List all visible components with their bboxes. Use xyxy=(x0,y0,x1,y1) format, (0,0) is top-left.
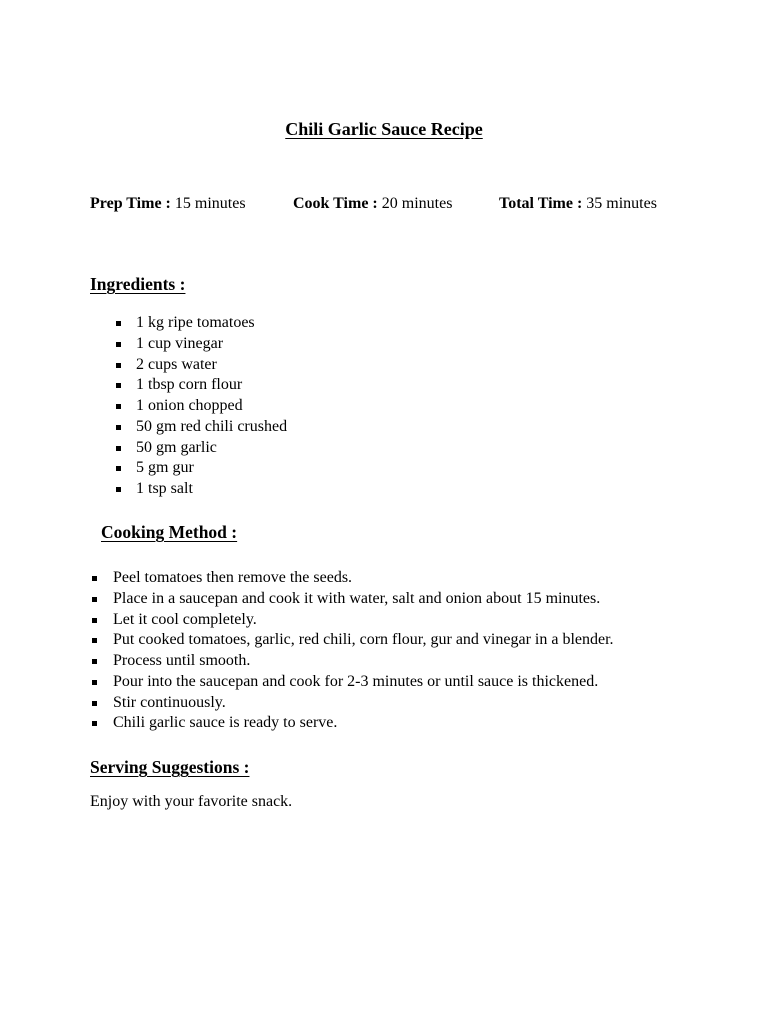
bullet-icon xyxy=(116,446,121,451)
ingredients-heading: Ingredients : xyxy=(90,274,186,294)
cook-time-label: Cook Time : xyxy=(293,195,378,212)
bullet-icon xyxy=(92,701,97,706)
bullet-icon xyxy=(116,404,121,409)
bullet-icon xyxy=(92,618,97,623)
bullet-icon xyxy=(92,576,97,581)
bullet-icon xyxy=(116,425,121,430)
bullet-icon xyxy=(92,721,97,726)
cook-time xyxy=(293,195,452,213)
serving-suggestions-text: Enjoy with your favorite snack. xyxy=(90,793,293,810)
page-title: Chili Garlic Sauce Recipe xyxy=(285,119,483,139)
cooking-method-heading: Cooking Method : xyxy=(101,522,238,542)
bullet-icon xyxy=(116,363,121,368)
prep-time xyxy=(90,195,246,213)
prep-time-value: 15 minutes xyxy=(174,195,246,212)
cook-time-value: 20 minutes xyxy=(381,195,453,212)
prep-time-label: Prep Time : xyxy=(90,195,171,212)
bullet-icon xyxy=(116,466,121,471)
document-page: Chili Garlic Sauce Recipe Prep Time : 15 minutes Cook Time : 20 minutes Total Time : 35 minutes Ingredients : 1 kg ripe tomatoes 1 cup vinegar 2 cups water 1 tbsp corn flour 1 onion chopped 50 gm red chili crushed 50 gm garlic 5 gm gur 1 tsp salt Cooking Method : Peel tomatoes then remove the seeds. Place in a saucepan and cook it with water, salt and onion about 15 minutes. Let it cool completely. Put cooked tomatoes, garlic, red chili, corn flour, gur and vinegar in a blender. Process until smooth. Pour into the saucepan and cook for 2-3 minutes or until sauce is thickened. Stir continuously. Chili garlic sauce is ready to serve. Serving Suggestions : Enjoy with your favorite snack. xyxy=(0,0,768,1024)
total-time-label: Total Time : xyxy=(499,195,583,212)
bullet-icon xyxy=(92,659,97,664)
total-time-value: 35 minutes xyxy=(586,195,657,212)
bullet-icon xyxy=(116,321,121,326)
bullet-icon xyxy=(116,487,121,492)
bullet-icon xyxy=(116,383,121,388)
bullet-icon xyxy=(92,680,97,685)
bullet-icon xyxy=(116,342,121,347)
total-time xyxy=(499,195,657,213)
serving-suggestions-heading: Serving Suggestions : xyxy=(90,757,250,777)
bullet-icon xyxy=(92,638,97,643)
bullet-icon xyxy=(92,597,97,602)
